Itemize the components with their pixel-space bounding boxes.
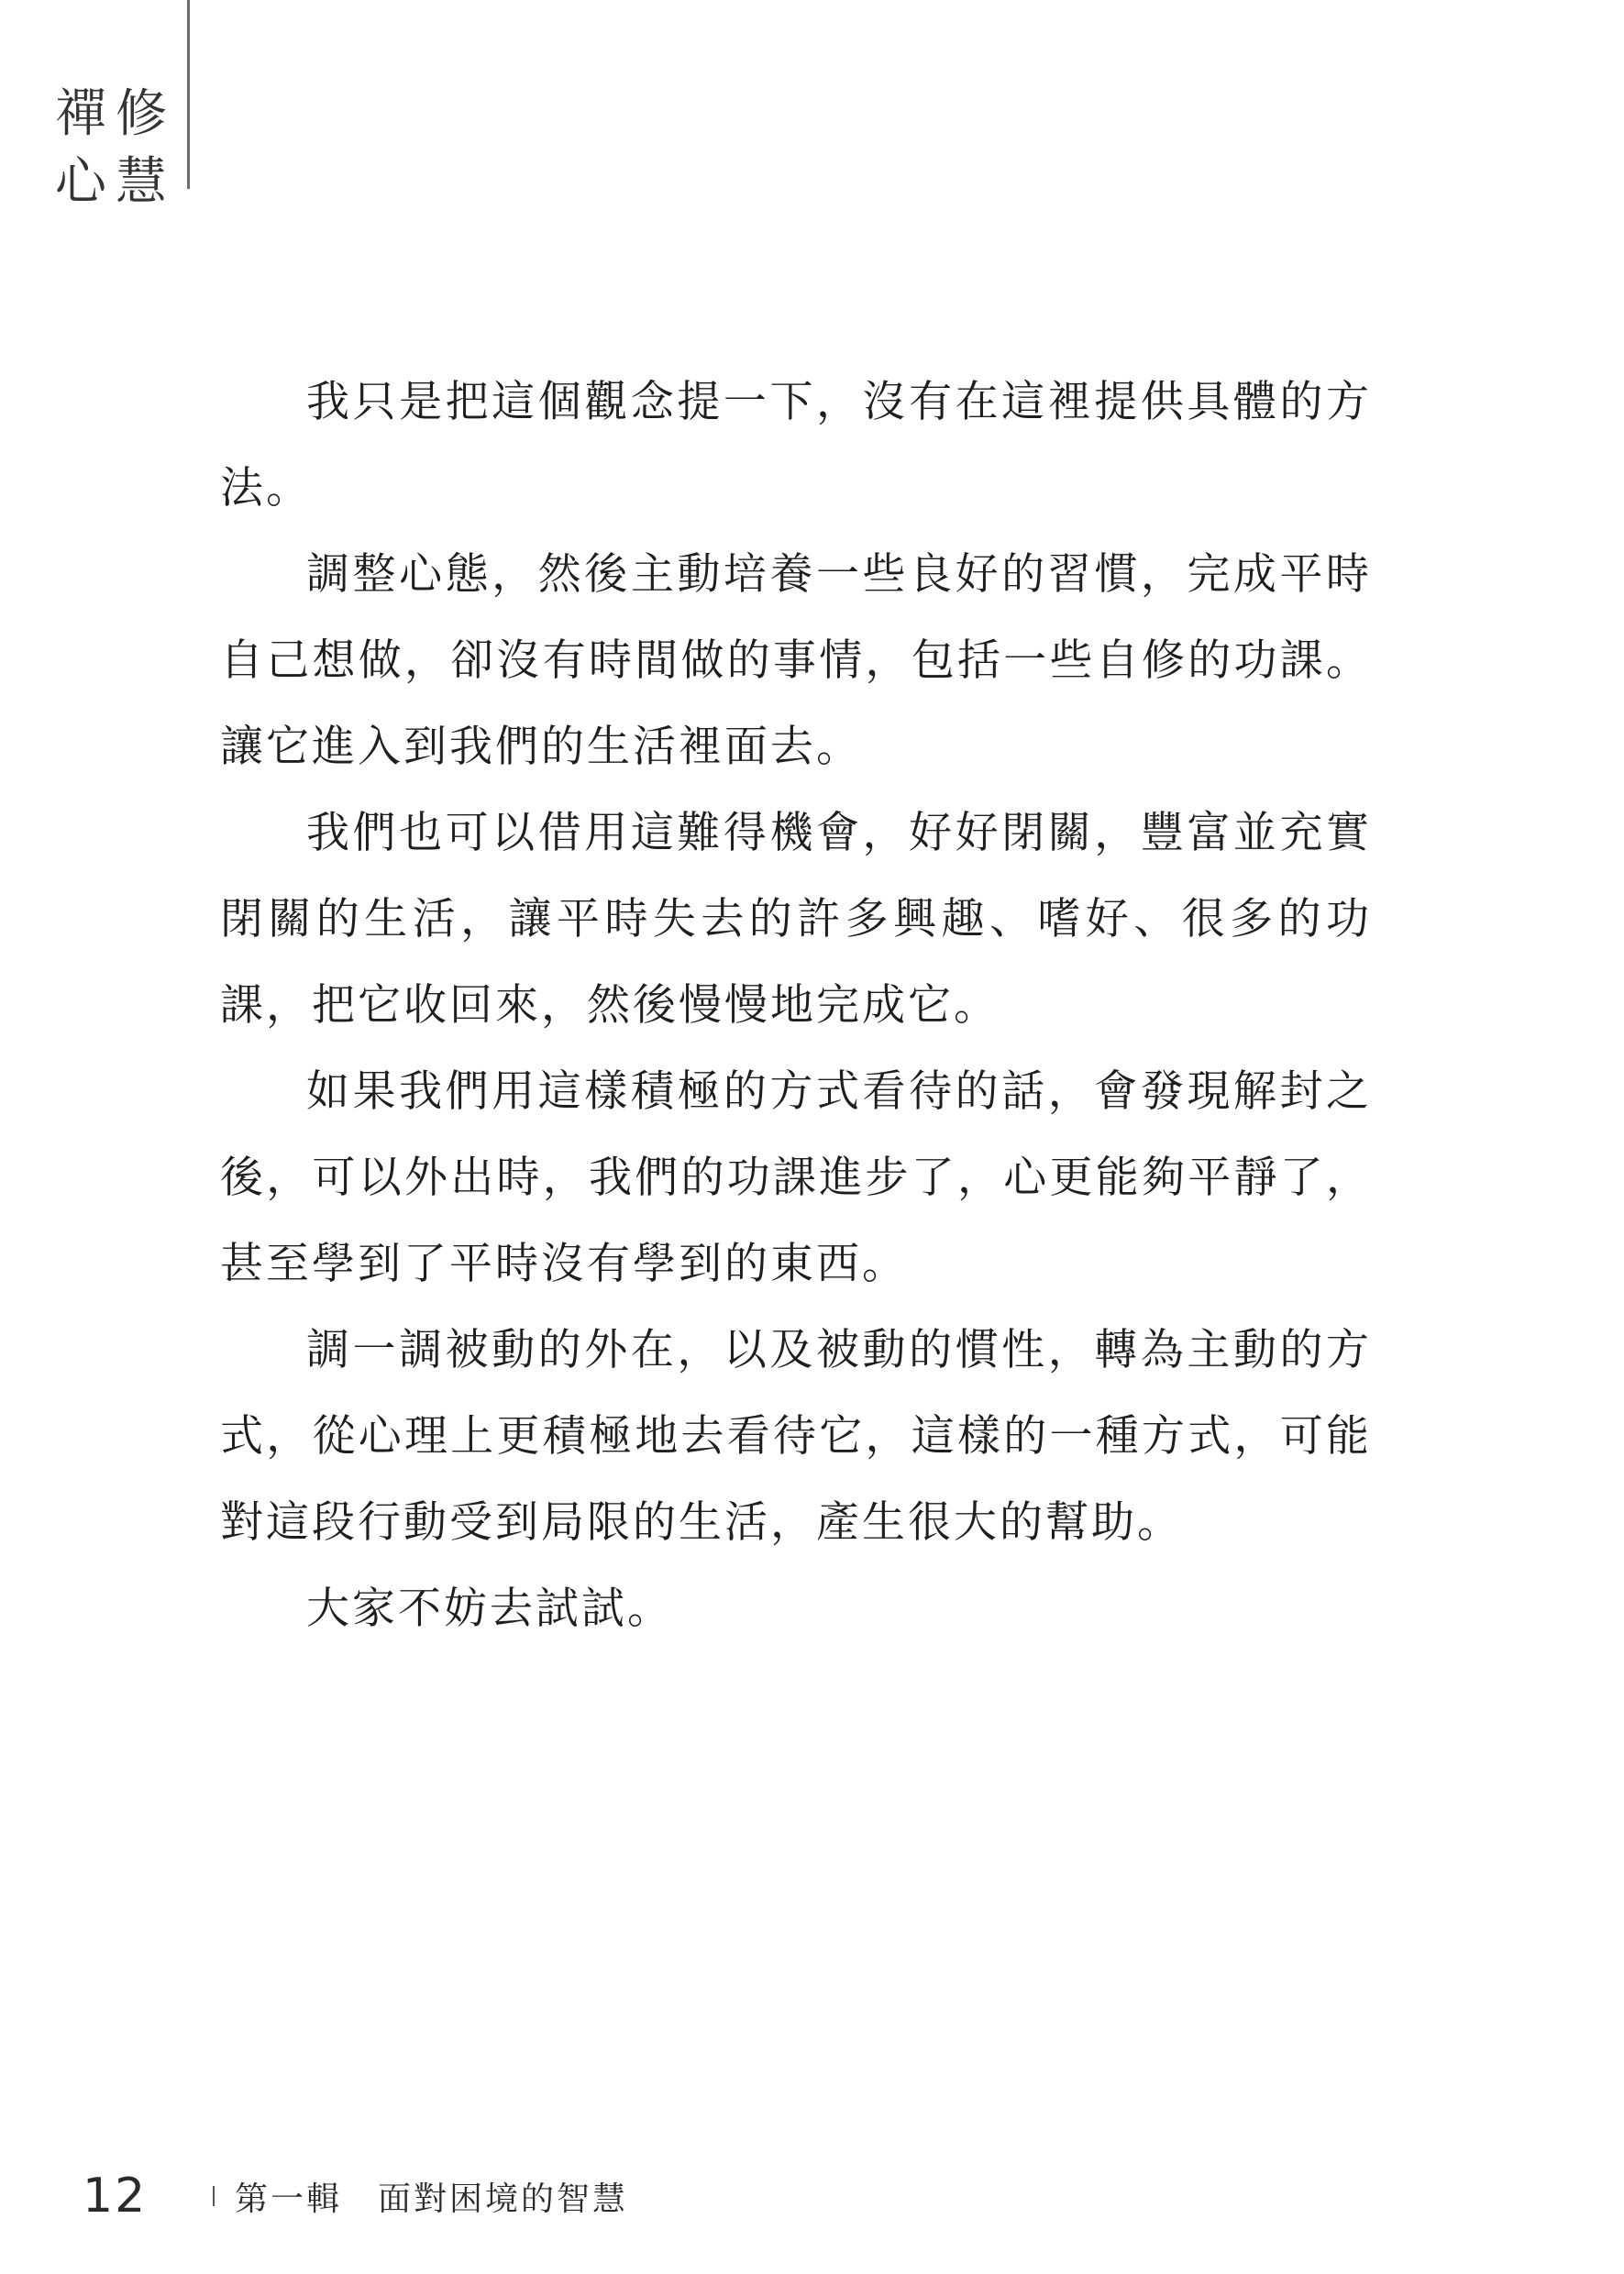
header-divider — [187, 0, 190, 189]
paragraph: 我們也可以借用這難得機會，好好閉關，豐富並充實閉關的生活，讓平時失去的許多興趣、嗜好、很多的功課，把它收回來，然後慢慢地完成它。 — [220, 808, 1372, 1031]
footer-divider — [213, 2186, 215, 2206]
series-title — [55, 81, 174, 216]
paragraph: 大家不妨去試試。 — [306, 1584, 673, 1634]
page-footer — [83, 2164, 628, 2228]
page-number: 12 — [83, 2169, 148, 2224]
body-text — [220, 359, 1372, 1652]
series-title-line-2: 心慧 — [55, 152, 176, 212]
paragraph: 調一調被動的外在，以及被動的慣性，轉為主動的方式，從心理上更積極地去看待它，這樣的一種方式，可能對這段行動受到局限的生活，產生很大的幫助。 — [220, 1325, 1372, 1548]
paragraph: 調整心態，然後主動培養一些良好的習慣，完成平時自己想做，卻沒有時間做的事情，包括一些自修的功課。讓它進入到我們的生活裡面去。 — [220, 549, 1372, 772]
paragraph: 我只是把這個觀念提一下，沒有在這裡提供具體的方法。 — [220, 377, 1372, 513]
chapter-title: 第一輯 面對困境的智慧 — [235, 2180, 629, 2218]
series-title-line-1: 禪修 — [55, 84, 176, 144]
paragraph: 如果我們用這樣積極的方式看待的話，會發現解封之後，可以外出時，我們的功課進步了，心更能夠平靜了，甚至學到了平時沒有學到的東西。 — [220, 1066, 1372, 1289]
